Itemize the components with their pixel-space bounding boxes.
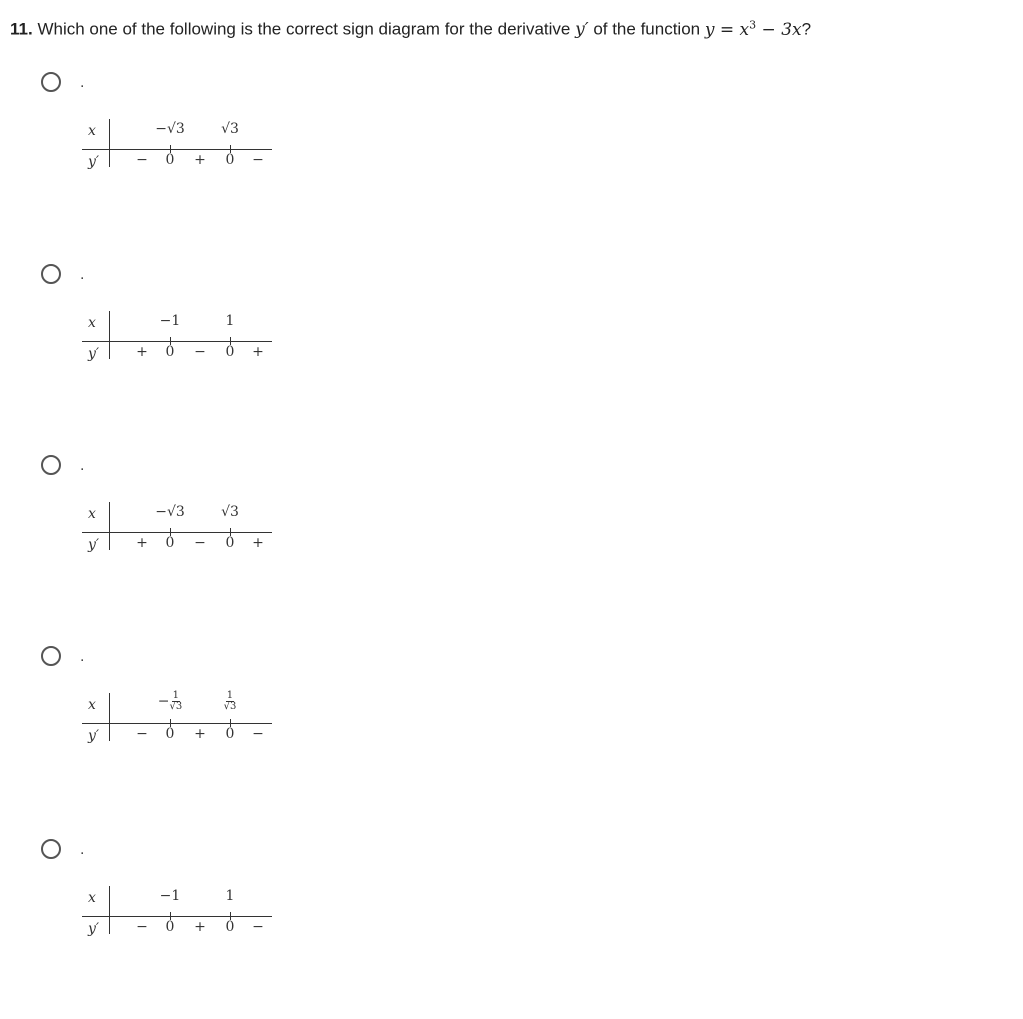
row-label-yprime: y′ xyxy=(88,537,100,553)
sign-cell: − xyxy=(252,152,264,168)
diagram-vertical-line xyxy=(109,311,110,359)
sign-cell: + xyxy=(136,535,148,551)
sign-cell: + xyxy=(252,344,264,360)
sign-cell: + xyxy=(194,726,206,742)
question-body-2: of the function xyxy=(593,19,701,39)
radio-button[interactable] xyxy=(41,72,61,92)
option-dot: . xyxy=(80,841,85,858)
option-dot: . xyxy=(80,648,85,665)
question-body: Which one of the following is the correct sign diagram for the derivative xyxy=(37,19,571,39)
diagram-horizontal-line xyxy=(82,723,272,724)
diagram-vertical-line xyxy=(109,886,110,934)
answer-option-5[interactable] xyxy=(0,839,600,1019)
sign-cell: − xyxy=(194,344,206,360)
function-expression: $y = x^3 - 3x$ xyxy=(704,18,802,40)
question-text xyxy=(10,12,811,43)
sign-cell: + xyxy=(252,535,264,551)
row-label-yprime: y′ xyxy=(88,154,100,170)
sign-diagram xyxy=(82,309,282,369)
answer-option-2[interactable] xyxy=(0,264,600,444)
sign-cell: 0 xyxy=(165,535,175,551)
diagram-vertical-line xyxy=(109,119,110,167)
diagram-horizontal-line xyxy=(82,341,272,342)
diagram-horizontal-line xyxy=(82,532,272,533)
sign-cell: 0 xyxy=(225,726,235,742)
row-label-yprime: y′ xyxy=(88,346,100,362)
sign-cell: − xyxy=(136,152,148,168)
option-dot: . xyxy=(80,457,85,474)
row-label-yprime: y′ xyxy=(88,921,100,937)
option-dot: . xyxy=(80,74,85,91)
question-mark: ? xyxy=(801,19,812,39)
derivative-symbol: y′ xyxy=(575,19,589,40)
option-dot: . xyxy=(80,266,85,283)
row-label-x: x xyxy=(88,890,96,906)
critical-point-1: −1 xyxy=(159,313,181,329)
row-label-x: x xyxy=(88,123,96,139)
radio-button[interactable] xyxy=(41,264,61,284)
row-label-x: x xyxy=(88,506,96,522)
sign-cell: + xyxy=(136,344,148,360)
critical-point-1: −√3 xyxy=(155,504,185,520)
critical-point-2: √3 xyxy=(221,504,239,520)
critical-point-1: −1 xyxy=(159,888,181,904)
sign-cell: 0 xyxy=(165,919,175,935)
answer-option-3[interactable] xyxy=(0,455,600,635)
sign-cell: 0 xyxy=(165,152,175,168)
sign-cell: 0 xyxy=(225,344,235,360)
sign-cell: 0 xyxy=(225,919,235,935)
sign-cell: + xyxy=(194,919,206,935)
radio-button[interactable] xyxy=(41,646,61,666)
sign-cell: 0 xyxy=(165,344,175,360)
question-number: 11. xyxy=(10,19,33,39)
critical-point-2: 1 xyxy=(225,888,235,904)
answer-option-1[interactable] xyxy=(0,72,600,252)
sign-cell: − xyxy=(136,919,148,935)
diagram-vertical-line xyxy=(109,693,110,741)
critical-point-1: − $\frac{1}{√3}$ xyxy=(157,690,183,712)
sign-diagram xyxy=(82,691,282,751)
sign-cell: 0 xyxy=(165,726,175,742)
radio-button[interactable] xyxy=(41,455,61,475)
sign-cell: − xyxy=(252,919,264,935)
row-label-yprime: y′ xyxy=(88,728,100,744)
diagram-horizontal-line xyxy=(82,916,272,917)
sign-diagram xyxy=(82,500,282,560)
sign-cell: + xyxy=(194,152,206,168)
radio-button[interactable] xyxy=(41,839,61,859)
diagram-horizontal-line xyxy=(82,149,272,150)
diagram-vertical-line xyxy=(109,502,110,550)
row-label-x: x xyxy=(88,697,96,713)
critical-point-2: 1 xyxy=(225,313,235,329)
sign-cell: − xyxy=(252,726,264,742)
sign-cell: 0 xyxy=(225,152,235,168)
sign-cell: − xyxy=(194,535,206,551)
critical-point-1: −√3 xyxy=(155,121,185,137)
row-label-x: x xyxy=(88,315,96,331)
critical-point-2: √3 xyxy=(221,121,239,137)
sign-diagram xyxy=(82,117,282,177)
critical-point-2: $\frac{1}{√3}$ xyxy=(223,690,237,712)
sign-cell: 0 xyxy=(225,535,235,551)
sign-diagram xyxy=(82,884,282,944)
sign-cell: − xyxy=(136,726,148,742)
answer-option-4[interactable] xyxy=(0,646,600,826)
